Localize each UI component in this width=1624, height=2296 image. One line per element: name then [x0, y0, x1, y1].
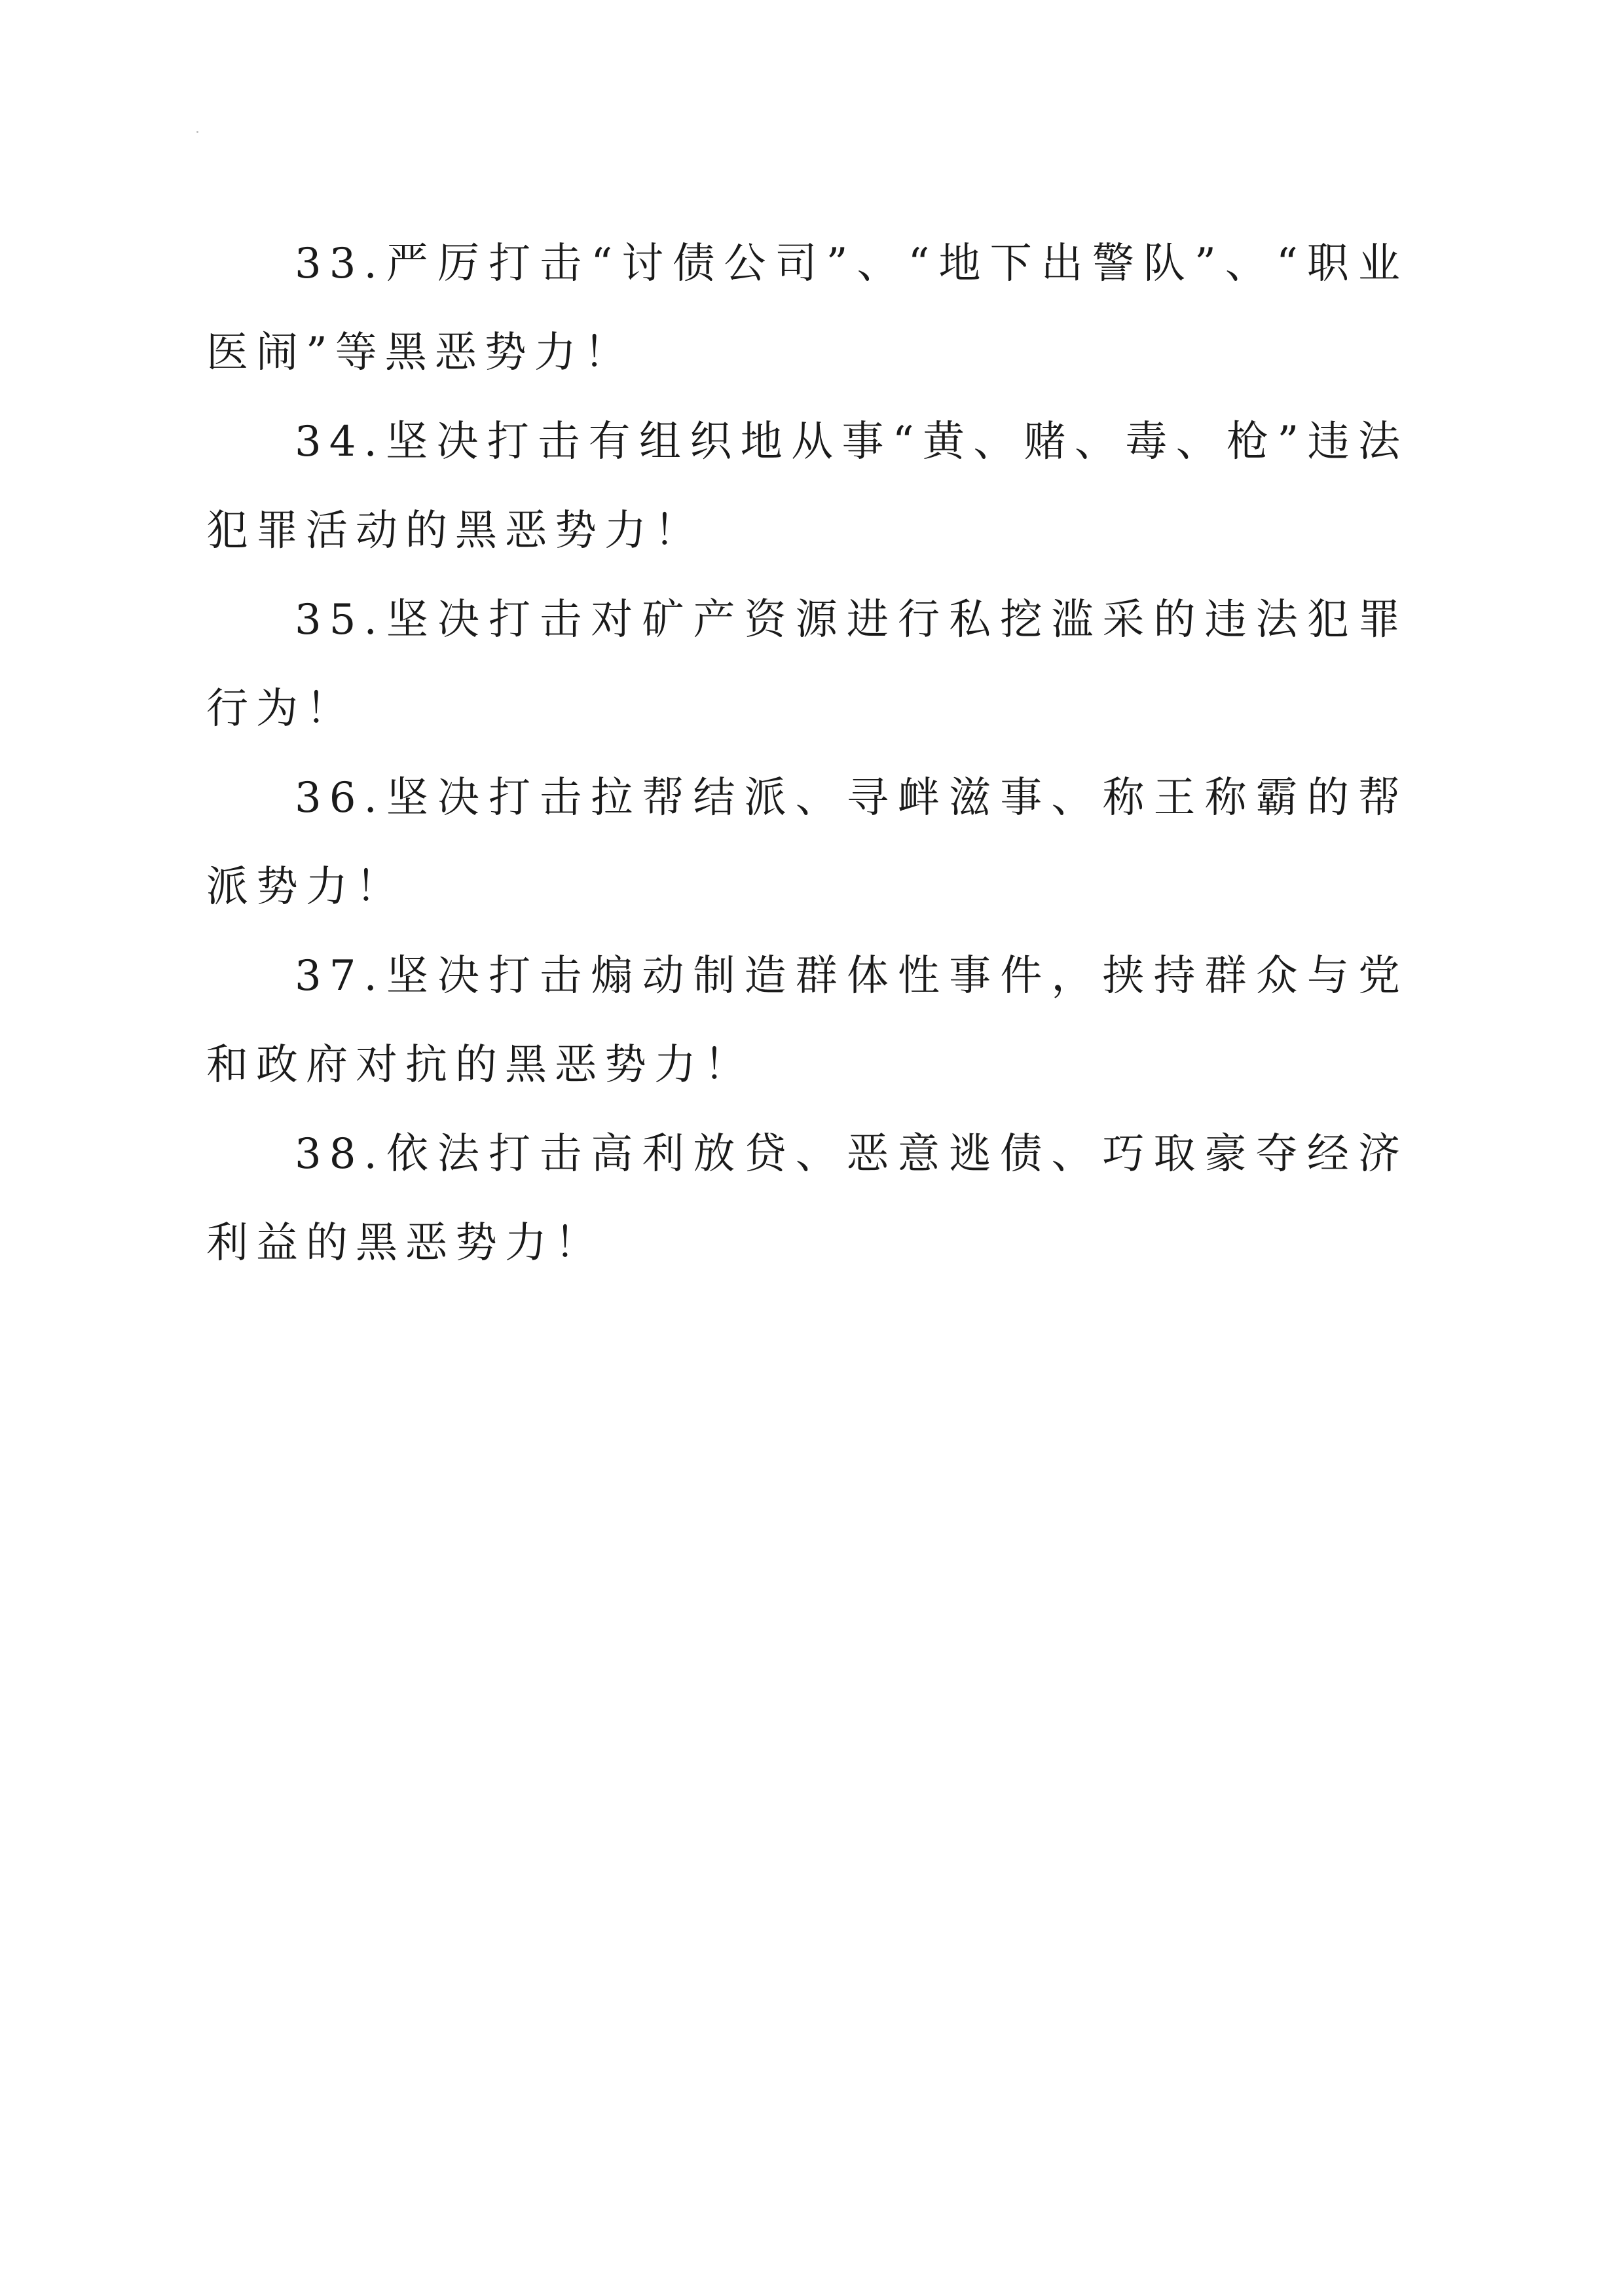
slogan-item-34: 34.坚决打击有组织地从事“黄、赌、毒、枪”违法犯罪活动的黑恶势力！ [206, 418, 1408, 555]
slogan-item-35: 35.坚决打击对矿产资源进行私挖滥采的违法犯罪行为！ [206, 596, 1408, 733]
slogan-item-37: 37.坚决打击煽动制造群体性事件，挟持群众与党和政府对抗的黑恶势力！ [206, 952, 1408, 1089]
slogan-item-36: 36.坚决打击拉帮结派、寻衅滋事、称王称霸的帮派势力！ [206, 774, 1408, 911]
slogan-item-38: 38.依法打击高利放贷、恶意逃债、巧取豪夺经济利益的黑恶势力！ [206, 1130, 1408, 1267]
slogan-item-33: 33.严厉打击“讨债公司”、“地下出警队”、“职业医闹”等黑恶势力！ [206, 240, 1408, 377]
document-body [206, 219, 1408, 1288]
scan-speck [196, 131, 198, 133]
